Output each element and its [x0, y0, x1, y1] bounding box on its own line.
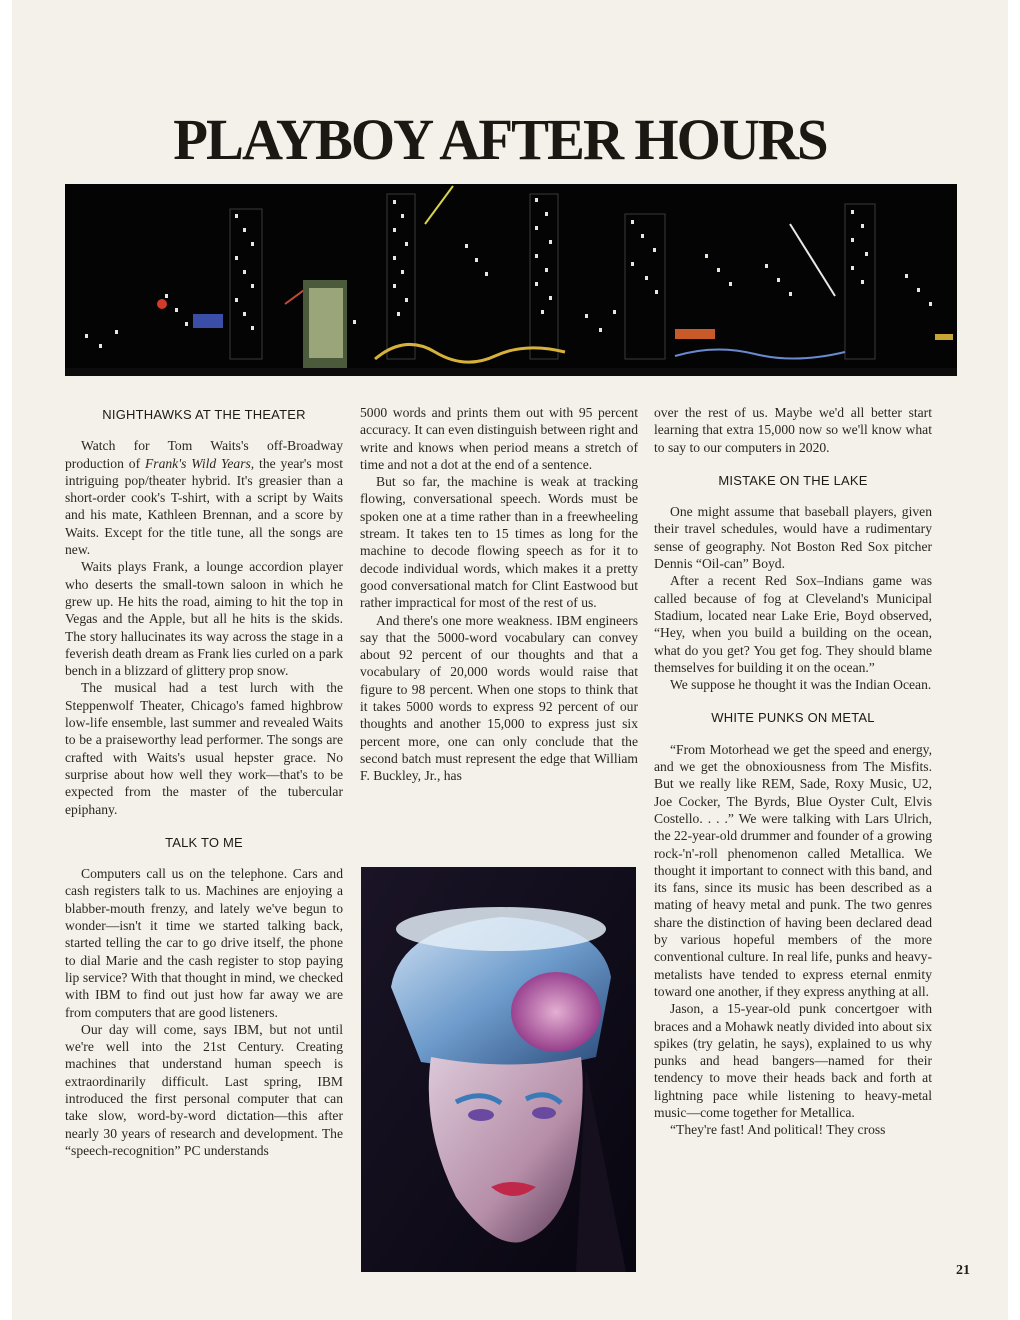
talk-paragraph-6: over the rest of us. Maybe we'd all better start learning that extra 15,000 now so we'll know what to say to our computers in 2020.	[654, 405, 932, 455]
skyline-art	[65, 184, 957, 376]
portrait-illustration	[361, 867, 636, 1272]
nighthawks-p1-text-a: Watch for Tom Waits's off-Broadway production of	[65, 438, 343, 471]
portrait-art	[361, 867, 636, 1272]
talk-paragraph-3: 5000 words and prints them out with 95 percent accuracy. It can even distinguish between right and write and knows when period means a stretch of time and not a dot at the end of a sentence.	[360, 405, 638, 472]
talk-paragraph-5: And there's one more weakness. IBM engineers say that the 5000-word vocabulary can convey about 92 percent of our thoughts and that a vocabulary of 20,000 words would raise that figure to 98 percent. When one stops to think that it takes 5000 words to express 92 percent of our thoughts and another 15,000 to express just six percent more, one can only conclude that the second batch must represent the edge that William F. Buckley, Jr., has	[360, 612, 638, 784]
talk-paragraph-4: But so far, the machine is weak at tracking flowing, conversational speech. Words must be spoken one at a time rather than in a freewheeling stream. It takes ten to 15 times as long for the machine to decode flowing speech as for it to decode individual words, which makes it a pretty good conversational match for Clint Eastwood but rather impractical for most of the rest of us.	[360, 474, 638, 611]
talk-paragraph-2: Our day will come, says IBM, but not until we're well into the 21st Century. Creating machines that understand human speech is extraordinarily difficult. Last spring, IBM introduced the first personal computer that can take slow, word-by-word dictation—this after nearly 30 years of research and development. The “speech-recognition” PC understands	[65, 1021, 343, 1158]
lake-paragraph-2: After a recent Red Sox–Indians game was called because of fog at Cleveland's Municipal Stadium, located near Lake Erie, Boyd observed, “Hey, when you build a building on the ocean, what do you get? You get fog. They should blame themselves for building it on the ocean.”	[654, 573, 932, 675]
nighthawks-paragraph-3: The musical had a test lurch with the Steppenwolf Theater, Chicago's famed highbrow low-life ensemble, last summer and revealed Waits to be a praiseworthy lead performer. The songs are crafted with Waits's usual hepster grace. No surprise about how well they work—that's to be expected from the master of the tubercular epiphany.	[65, 680, 343, 817]
lake-paragraph-3: We suppose he thought it was the Indian Ocean.	[670, 677, 932, 693]
lake-paragraph-1: One might assume that baseball players, given their travel schedules, would have a rudimentary sense of geography. Not Boston Red Sox pitcher Dennis “Oil-can” Boyd.	[654, 504, 932, 572]
page-number: 21	[956, 1263, 970, 1278]
section-heading-nighthawks: NIGHTHAWKS AT THE THEATER	[102, 407, 306, 422]
column-3	[654, 404, 932, 1139]
nighthawks-paragraph-1	[65, 437, 343, 558]
nighthawks-p1-text-b: the year's most intriguing pop/theater hybrid. It's greasier than a short-order cook's T-shirt, with a script by Waits and his mate, Kathleen Brennan, and a score by Waits. Except for the title tune, all the songs are new.	[65, 455, 343, 558]
section-heading-lake: MISTAKE ON THE LAKE	[718, 472, 868, 488]
column-2	[360, 404, 638, 785]
talk-paragraph-1: Computers call us on the telephone. Cars and cash registers talk to us. Machines are enjoying a blabber-mouth frenzy, and lately we've begun to wonder—isn't it time we started talking back, started telling the car to go drive itself, the phone to dial Marie and the cash register to stop paying lip service? With that thought in mind, we checked with IBM to find out just how far away we are from computers that are good listeners.	[65, 866, 343, 1020]
punks-paragraph-3: “They're fast! And political! They cross	[670, 1122, 886, 1138]
punks-paragraph-1: “From Motorhead we get the speed and energy, and we get the obnoxiousness from The Misfits. But we really like REM, Sade, Roxy Music, U2, Joe Cocker, The Byrds, Blue Oyster Cult, Elvis Costello. . . .” We were talking with Lars Ulrich, the 22-year-old drummer and founder of a growing rock-'n'-roll phenomenon called Metallica. We thought it important to connect with this band, and its fans, since its music has been described as a mating of heavy metal and punk. The two genres share the distinction of having been declared dead by various hopeful members of the more conventional culture. In real life, punks and heavy-metalists have tended to express eternal enmity toward one another, if they express anything at all.	[654, 741, 932, 999]
skyline-illustration	[65, 184, 957, 376]
section-heading-punks: WHITE PUNKS ON METAL	[711, 710, 875, 726]
punks-paragraph-2: Jason, a 15-year-old punk concertgoer with braces and a Mohawk neatly divided into about six spikes (try gelatin, he says), explained to us why punks and head bangers—named for their tendency to move their heads back and forth at lightning pace while listening to heavy-metal music—come together for Metallica.	[654, 1001, 932, 1120]
nighthawks-paragraph-2: Waits plays Frank, a lounge accordion player who deserts the small-town saloon in which he grew up. He hits the road, aiming to hit the top in Vegas and the Apple, but all he hits is the skids. The story hallucinates its way across the stage in a feverish death dream as Frank lies curled on a park bench in a blizzard of glittery prop snow.	[65, 559, 343, 679]
column-1	[65, 404, 343, 1159]
page-masthead: PLAYBOY AFTER HOURS	[173, 107, 827, 172]
nighthawks-show-title: Frank's Wild Years,	[144, 455, 255, 471]
section-heading-talk: TALK TO ME	[165, 834, 243, 850]
